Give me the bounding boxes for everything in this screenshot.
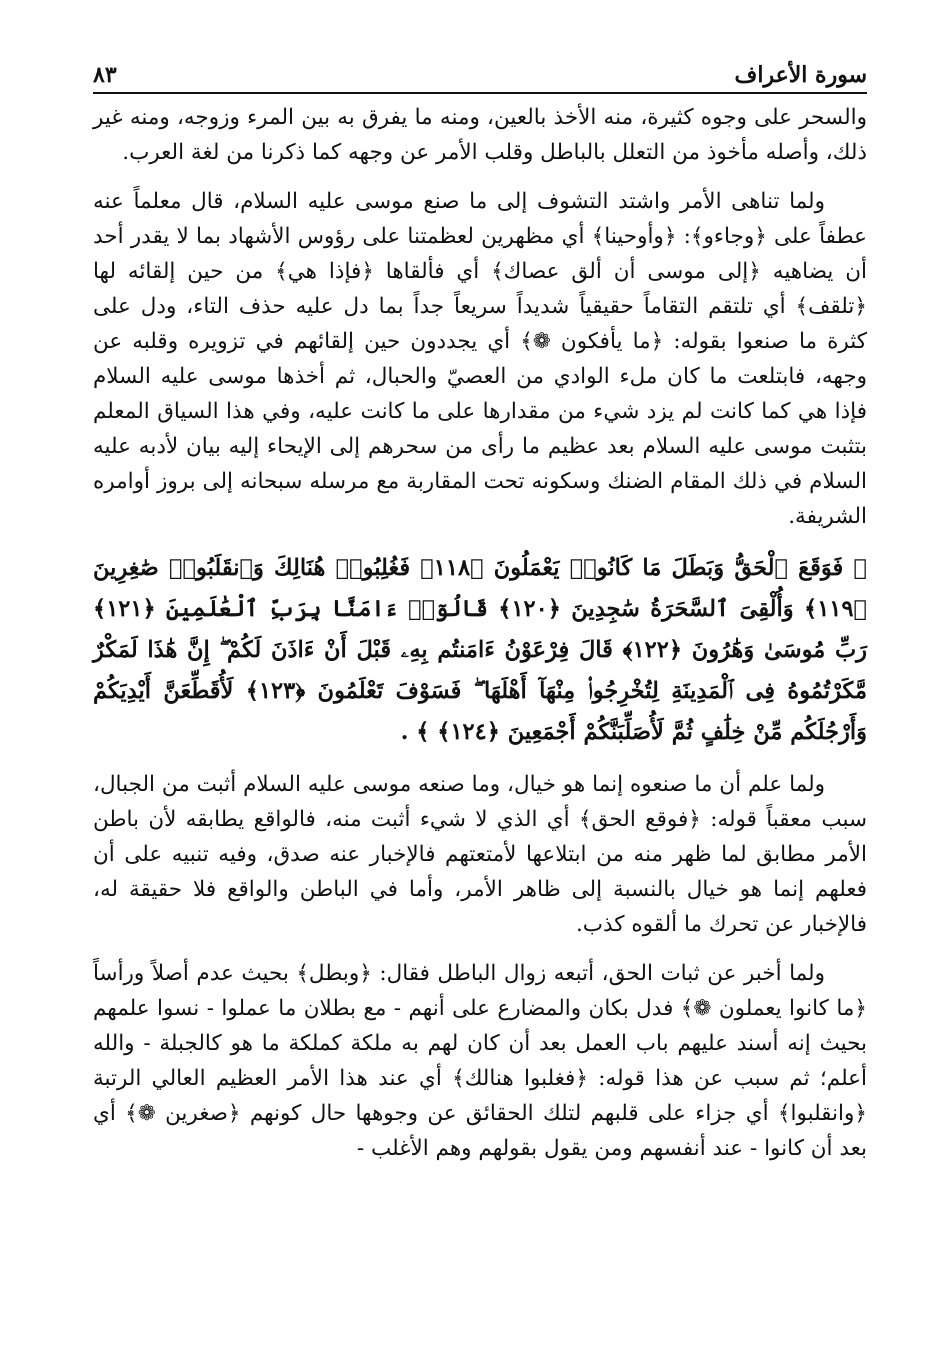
quran-verse-block: ﴿ فَوَقَعَ ٱلْحَقُّ وَبَطَلَ مَا كَانُوا۟ يَعْمَلُونَ ﴿١١٨﴾ فَغُلِبُوا۟ هُنَالِكَ وَٱنقَلَبُوا۟ صَٰغِرِينَ ﴿١١٩﴾ وَأُلْقِىَ ٱلسَّحَرَةُ سَٰجِدِينَ ﴿١٢٠﴾ قَالُوٓا۟ ءَامَنَّا بِرَبِّ ٱلْعَٰلَمِينَ ﴿١٢١﴾ رَبِّ مُوسَىٰ وَهَٰرُونَ ﴿١٢٢﴾ قَالَ فِرْعَوْنُ ءَامَنتُم بِهِۦ قَبْلَ أَنْ ءَاذَنَ لَكُمْ ۖ إِنَّ هَٰذَا لَمَكْرٌ مَّكَرْتُمُوهُ فِى ٱلْمَدِينَةِ لِتُخْرِجُوا۟ مِنْهَآ أَهْلَهَا ۖ فَسَوْفَ تَعْلَمُونَ ﴿١٢٣﴾ لَأُقَطِّعَنَّ أَيْدِيَكُمْ وَأَرْجُلَكُم مِّنْ خِلَٰفٍ ثُمَّ لَأُصَلِّبَنَّكُمْ أَجْمَعِينَ ﴿١٢٤﴾ ﴾ . [93,555,867,745]
surah-title: سورة الأعراف [734,62,867,88]
page-header [93,48,867,88]
paragraph-2: ولما تناهى الأمر واشتد التشوف إلى ما صنع موسى عليه السلام، قال معلماً عنه عطفاً على ﴿وجاءو﴾: ﴿وأوحينا﴾ أي مظهرين لعظمتنا على رؤوس الأشهاد بما لا يقدر أحد أن يضاهيه ﴿إلى موسى أن ألق عصاك﴾ أي فألقاها ﴿فإذا هي﴾ من حين إلقائه لها ﴿تلقف﴾ أي تلتقم التقاماً حقيقياً شديداً سريعاً جداً بما دل عليه حذف التاء، ودل على كثرة ما صنعوا بقوله: ﴿ما يأفكون ❁﴾ أي يجددون حين إلقائهم في تزويره وقلبه عن وجهه، فابتلعت ما كان ملء الوادي من العصيّ والحبال، ثم أخذها موسى عليه السلام فإذا هي كما كانت لم يزد شيء من مقدارها على ما كانت عليه، وفي هذا السياق المعلم بتثبت موسى عليه السلام بعد عظيم ما رأى من سحرهم إلى الإيحاء إليه بيان لأدبه عليه السلام في ذلك المقام الضنك وسكونه تحت المقاربة مع مرسله سبحانه إلى بروز أوامره الشريفة. [93,189,867,529]
header-rule [93,92,867,94]
page-number: ٨٣ [93,62,117,88]
paragraph-1: والسحر على وجوه كثيرة، منه الأخذ بالعين، ومنه ما يفرق به بين المرء وزوجه، ومنه غير ذلك، وأصله مأخوذ من التعلل بالباطل وقلب الأمر عن وجهه كما ذكرنا من لغة العرب. [93,105,867,165]
paragraph-3: ولما علم أن ما صنعوه إنما هو خيال، وما صنعه موسى عليه السلام أثبت من الجبال، سبب معقباً قوله: ﴿فوقع الحق﴾ أي الذي لا شيء أثبت منه، فالواقع يطابقه لأن باطن الأمر مطابق لما ظهر منه من ابتلاعها لأمتعتهم فالإخبار عنه صدق، وفيه تنبيه على أن فعلهم إنما هو خيال بالنسبة إلى ظاهر الأمر، وأما في الباطن والواقع فلا حقيقة له، فالإخبار عن تحرك ما ألقوه كذب. [93,772,867,937]
paragraph-4: ولما أخبر عن ثبات الحق، أتبعه زوال الباطل فقال: ﴿وبطل﴾ بحيث عدم أصلاً ورأساً ﴿ما كانوا يعملون ❁﴾ فدل بكان والمضارع على أنهم - مع بطلان ما عملوا - نسوا علمهم بحيث إنه أسند عليهم باب العمل بعد أن كان لهم به ملكة كملكة ما هو كالجبلة - والله أعلم؛ ثم سبب عن هذا قوله: ﴿فغلبوا هنالك﴾ أي عند هذا الأمر العظيم العالي الرتبة ﴿وانقلبوا﴾ أي جزاء على قلبهم لتلك الحقائق عن وجوهها حال كونهم ﴿صغرين ❁﴾ أي بعد أن كانوا - عند أنفسهم ومن يقول بقولهم وهم الأغلب - [93,961,868,1161]
page-body [93,100,867,1166]
